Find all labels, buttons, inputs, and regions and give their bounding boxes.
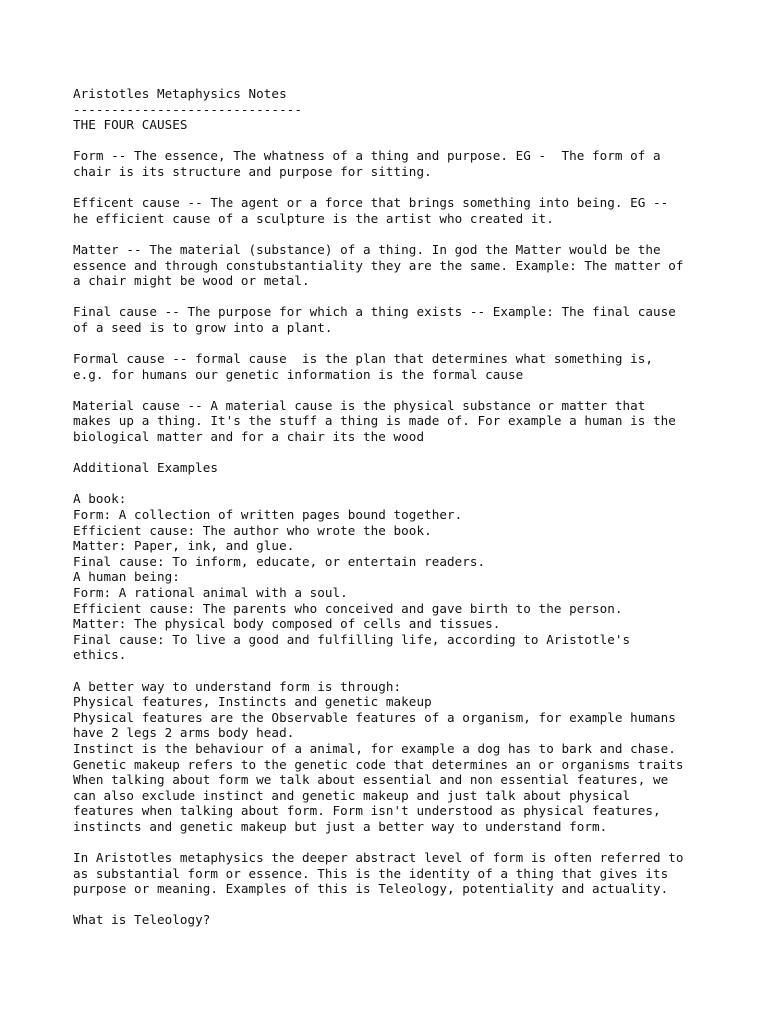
text-line: can also exclude instinct and genetic makeup and just talk about physical [73,787,631,803]
text-line: essence and through constubstantiality they are the same. Example: The matter of [73,257,684,273]
paragraph [73,148,753,179]
text-line: have 2 legs 2 arms body head. [73,725,295,741]
paragraph-spacer [73,382,753,398]
text-line: Final cause: To live a good and fulfilling life, according to Aristotle's [73,631,631,647]
text-line: features when talking about form. Form isn't understood as physical features, [73,803,661,819]
text-line: Form: A rational animal with a soul. [73,585,348,600]
document-body [73,133,753,928]
text-line: Physical features are the Observable features of a organism, for example humans [73,709,676,725]
text-line: In Aristotles metaphysics the deeper abstract level of form is often referred to [73,850,684,866]
text-line: Form: A collection of written pages bound together. [73,507,463,523]
text-line: chair is its structure and purpose for sitting. [73,163,432,179]
text-line: Matter: Paper, ink, and glue. [73,538,295,554]
text-line: Matter -- The material (substance) of a thing. In god the Matter would be the [73,241,661,257]
paragraph-spacer [73,476,753,492]
text-line: Physical features, Instincts and genetic makeup [73,694,432,710]
text-line: purpose or meaning. Examples of this is Teleology, potentiality and actuality. [73,881,669,897]
title-underline: ------------------------------ [73,101,302,117]
text-line: What is Teleology? [73,912,211,928]
text-line: When talking about form we talk about essential and non essential features, we [73,772,669,788]
paragraph-spacer [73,897,753,913]
text-line: biological matter and for a chair its the wood [73,429,425,445]
text-line: ethics. [73,647,127,663]
text-line: Additional Examples [73,460,219,476]
paragraph [73,242,753,289]
paragraph [73,351,753,382]
text-line: A better way to understand form is through: [73,678,402,694]
text-line: Genetic makeup refers to the genetic code that determines an or organisms traits [73,756,684,772]
paragraph [73,460,753,476]
paragraph [73,195,753,226]
text-line: instincts and genetic makeup but just a better way to understand form. [73,818,608,834]
text-line: Final cause: To inform, educate, or entertain readers. [73,553,486,569]
text-line: Efficient cause: The parents who conceived and gave birth to the person. [73,600,623,616]
text-line: Instinct is the behaviour of a animal, for example a dog has to bark and chase. [73,740,676,756]
text-line: makes up a thing. It's the stuff a thing is made of. For example a human is the [73,413,676,429]
text-line: e.g. for humans our genetic information is the formal cause [73,366,524,382]
text-line: A human being: [73,569,180,585]
paragraph [73,398,753,445]
paragraph-spacer [73,289,753,305]
paragraph-spacer [73,133,753,149]
text-line: Efficent cause -- The agent or a force that brings something into being. EG -- [73,195,669,211]
paragraph-spacer [73,835,753,851]
paragraph-spacer [73,336,753,352]
paragraph-spacer [73,663,753,679]
text-line: Formal cause -- formal cause is the plan that determines what something is, [73,351,654,367]
paragraph [73,491,753,663]
paragraph [73,912,753,928]
text-line: he efficient cause of a sculpture is the artist who created it. [73,210,554,226]
document-page [73,86,753,928]
text-line: as substantial form or essence. This is the identity of a thing that gives its [73,865,669,881]
paragraph [73,304,753,335]
paragraph [73,850,753,897]
section-heading: THE FOUR CAUSES [73,117,188,133]
text-line: Material cause -- A material cause is the physical substance or matter that [73,397,646,413]
text-line: Final cause -- The purpose for which a thing exists -- Example: The final cause [73,304,676,320]
document-title: Aristotles Metaphysics Notes [73,86,287,101]
paragraph-spacer [73,226,753,242]
paragraph-spacer [73,180,753,196]
text-line: Efficient cause: The author who wrote the book. [73,522,432,538]
text-line: Matter: The physical body composed of cells and tissues. [73,616,501,632]
text-line: of a seed is to grow into a plant. [73,319,333,335]
text-line: Form -- The essence, The whatness of a thing and purpose. EG - The form of a [73,148,661,164]
text-line: A book: [73,491,127,507]
text-line: a chair might be wood or metal. [73,273,310,289]
paragraph-spacer [73,445,753,461]
paragraph [73,679,753,835]
